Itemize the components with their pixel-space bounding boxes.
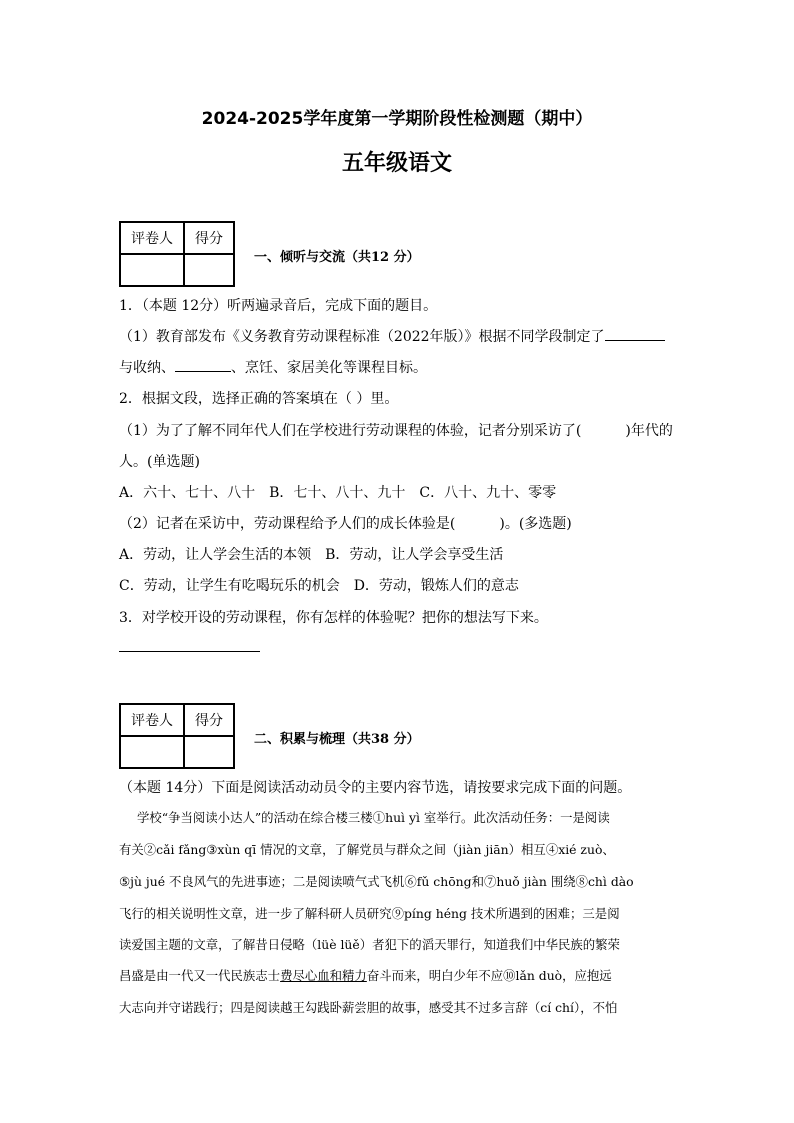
passage-line-5: 读爱国主题的文章，了解昔日侵略（lüè lüě）者犯下的滔天罪行，知道我们中华民族的繁荣 (119, 937, 620, 952)
subject-title: 五年级语文 (341, 151, 452, 176)
q1-1-line-b (119, 357, 427, 377)
section2-intro: （本题 14分）下面是阅读活动动员令的主要内容节选，请按要求完成下面的问题。 (119, 780, 632, 796)
q2-1-line-b: 人。(单选题) (119, 454, 200, 470)
q1-1-text-b1: 与收纳、 (119, 360, 175, 376)
q2-2-line-a (119, 513, 572, 533)
grader-input-cell[interactable] (120, 254, 184, 286)
section2-heading: 二、积累与梳理（共38 分） (254, 732, 420, 747)
q2-1-line-a (119, 420, 673, 440)
exam-title: 2024-2025学年度第一学期阶段性检测题（期中） (201, 109, 593, 129)
score-box-1 (119, 221, 235, 287)
passage-line-6 (119, 966, 612, 984)
passage-line-3: ⑤jù jué 不良风气的先进事迹；二是阅读喷气式飞机⑥fǔ chōng和⑦huǒ jiàn 围绕⑧chì dào (119, 874, 634, 889)
q2-2-options-cd: C．劳动，让学生有吃喝玩乐的机会 D．劳动，锻炼人们的意志 (119, 578, 519, 594)
passage-line-6-a: 昌盛是由一代又一代民族志士 (119, 968, 281, 983)
underlined-phrase: 费尽心血和精力 (280, 968, 367, 983)
passage-line-7: 大志向并守诺践行；四是阅读越王勾践卧薪尝胆的故事，感受其不过多言辞（cí chí），不怕 (119, 1000, 618, 1015)
passage-line-6-b: 奋斗而来，明白少年不应⑩lǎn duò，应抱远 (366, 968, 612, 983)
q2-1-options: A．六十、七十、八十 B．七十、八十、九十 C．八十、九十、零零 (119, 485, 557, 501)
section1-heading: 一、倾听与交流（共12 分） (254, 250, 420, 265)
q2-2-options-ab: A．劳动，让人学会生活的本领 B．劳动，让人学会享受生活 (119, 547, 504, 563)
score-label: 得分 (184, 222, 234, 254)
passage-line-1: 学校“争当阅读小达人”的活动在综合楼三楼①huì yì 室举行。此次活动任务：一是阅读 (137, 810, 610, 825)
q1-1-line-a (119, 326, 665, 346)
score-input-cell-2[interactable] (184, 736, 234, 768)
score-input-cell[interactable] (184, 254, 234, 286)
q2-1-text-a1: （1）为了了解不同年代人们在学校进行劳动课程的体验，记者分别采访了( (119, 423, 582, 439)
q1-1-text-b2: 、烹饪、家居美化等课程目标。 (231, 360, 427, 376)
q2-2-text-a2: )。(多选题) (499, 516, 572, 532)
q3-answer-line[interactable] (119, 651, 260, 652)
answer-blank-2[interactable] (175, 359, 231, 372)
answer-blank-1[interactable] (605, 328, 665, 341)
score-box-2 (119, 703, 235, 769)
q3-text: 3．对学校开设的劳动课程，你有怎样的体验呢？把你的想法写下来。 (119, 610, 548, 626)
q1-intro: 1．（本题 12分）听两遍录音后，完成下面的题目。 (119, 298, 438, 314)
grader-label: 评卷人 (120, 222, 184, 254)
passage-line-2: 有关②cǎi fǎng③xùn qī 情况的文章，了解党员与群众之间（jiàn jiān）相互④xié zuò、 (119, 842, 615, 857)
q2-intro: 2．根据文段，选择正确的答案填在（ ）里。 (119, 391, 399, 407)
q2-2-text-a1: （2）记者在采访中，劳动课程给予人们的成长体验是( (119, 516, 456, 532)
q1-1-text-a: （1）教育部发布《义务教育劳动课程标准（2022年版）》根据不同学段制定了 (119, 329, 605, 345)
grader-label-2: 评卷人 (120, 704, 184, 736)
score-label-2: 得分 (184, 704, 234, 736)
passage-line-4: 飞行的相关说明性文章，进一步了解科研人员研究⑨píng héng 技术所遇到的困难；三是阅 (119, 906, 620, 921)
q2-1-text-a2: )年代的 (625, 423, 673, 439)
grader-input-cell-2[interactable] (120, 736, 184, 768)
